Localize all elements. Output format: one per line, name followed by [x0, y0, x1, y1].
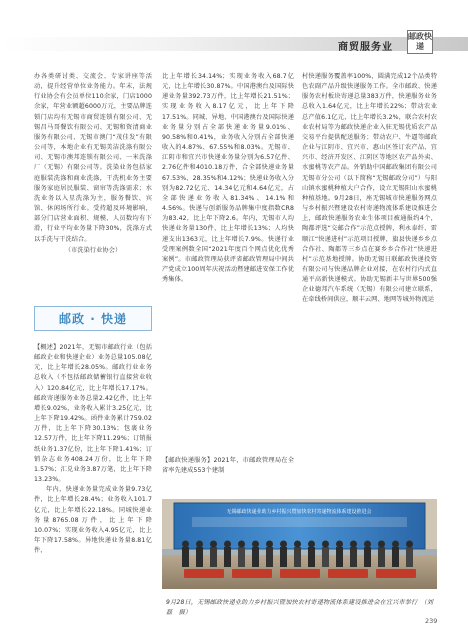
section-heading-box — [34, 306, 152, 331]
byline: （市洗染行业协会） — [64, 246, 122, 254]
body-paragraph: 办各类研讨类、交流会、专家讲座等活动，提升经营单位业务能力。年末，法规行业协会有会员单位110余家，门店1000余家，年营业额超6000万元，主要品牌连锁门店均有无锡市商贸连锁有限公司、无锡昌马哥餐饮有限公司、无锡和资清商业服务有限公司、无锡市澳门“茂佳发”有限公司等，本地企业有无锡美洁洗涤有限公司、无锡市澳邦连锁有限公司、一米洗涤厂（无锡）有限公司等。洗染业务包括家庭服装洗涤和商业洗涤，干洗机业务主要服务家庭居民服装、窗帘等洗涤需求；水洗业务以入星洗涤为主，服务餐饮、宾馆、休闲场所行业。受持超及环境影响，部分门店营业面积、规模、人员数均有下滑，行业平均业务量下降30%，洗涤方式以手洗与干洗结合。 — [34, 73, 152, 243]
body-paragraph: 村快递服务覆盖率100%，圆满完成12个品类特色农副产品升级快递服务工作。全市邮政、快递服务农村板块寄递总量383万件，快递服务业务总收入1.64亿元，比上年增长22%；带动农业总产值6.1亿元，比上年增长3.2%，联合农村农业农村局等为邮政快递企业入驻无锡优质农产品交易平台提供配送服务；带动农户、牛逼等邮政企业与江阴市、宜兴市、惠山区签订农产品、宜兴市、经济开发区、江阴区等地区农产品外卖、水蜜桃等农产品。外销助中国邮政集团有限公司无锡市分公司（以下简称“无锡邮政分司”）与阳山镇水蜜桃种植大户合作，设立无锡阳山水蜜桃种植基地。9月28日，座无锡城市快递服务网点与乡村振兴暨建设农村寄递物流体系建设推进会上，邮政快递服务农业生体项目被通报约4个，陶都评选“交邮合作”示范点授牌，利永泰纤、雷顺江“快递进村”示范项目授牌，旗县快递乡乡点合作社、陶都等三乡点在赛乡乡合作社“快递进村”示范基地授牌。协助无锡日联邮政快递投资有限公司与快递品牌企业对接，在农村行内式直通平高新快递模式。协助无锡新丰与世界500强企业德邦汽车系统（无锡）有限公司建立联系，在牵线桥间供应，顺丰云网、地网等城外物流运 — [302, 73, 437, 304]
section-heading: 邮政 · 快递 — [59, 312, 127, 326]
photo-banner-text: 无锡邮政快递业助力乡村振兴暨加快农村寄递物流体系建设推进会 — [226, 509, 372, 515]
column-3 — [302, 72, 437, 490]
column-1-top — [34, 72, 152, 277]
body-paragraph: 年内，快递业务量完成业务量9.73亿件，比上年增长28.4%；业务收入101.7亿元，比上年增长22.18%。同城快递业务量8765.08万件，比上年下降10.07%；实现业务收入4.95亿元，比上年下降17.58%。异地快递业务量8.81亿件， — [34, 486, 152, 555]
page-number: 239 — [425, 617, 438, 625]
event-photo — [162, 499, 437, 589]
body-paragraph: 比上年增长34.14%；实现业务收入68.7亿元，比上年增长30.87%。中国港澳台及国际快递业务量392.73万件，比上年增长21.51%；实现业务收入8.17亿元，比上年下降17.51%。同城、异地、中国港澳台及国际快递业务量分别占全部快递业务量9.01%、90.58%和0.41%，业务收入分别占全部快递收入的4.87%、67.55%和8.03%。无锡市、江阴市和宜兴市快递业务量分别为6.57亿件、2.76亿件和4010.18万件，合全部快递业务量67.53%、28.35%和4.12%；快递业务收入分别为82.72亿元、14.34亿元和4.64亿元，占全部快递业务收入81.34%、14.1%和4.56%。快递与创新服务品牌集中度指数CR8为83.42，比上年下降2.6。年内，无锡市人均快递业务量130件，比上年增长13%；人均快递支出1363元，比上年增长7.9%。快递行业受理案例数全国“2021年度百个网点优化优秀案例”。市邮政管理局获评省邮政管理局中间共产党成立100周年庆祝活动暨建邮进安保工作优秀集体。 — [162, 73, 294, 284]
photo-caption: 9月28日，无锡邮政快递业助力乡村振兴暨加快农村寄递物流体系建设推进会在宜兴市举行 （刘 磊 摄） — [166, 599, 440, 616]
body-paragraph: 【邮政快递服务】2021年，市邮政管理局在全省率先建成553个建制 — [162, 457, 294, 475]
column-2-top — [162, 72, 294, 458]
header-logo: 邮政快递 — [407, 30, 433, 54]
column-1-bottom — [34, 343, 152, 583]
event-photo-graphic — [162, 499, 437, 589]
body-paragraph: 【概述】2021年，无锡市邮政行业（包括邮政企业和快递企业）业务总量105.08亿元，比上年增长28.05%。邮政行业业务总收入（不包括邮政储蓄银行直接营业收入）120.84亿元，比上年增长17.17%。邮政寄递服务业务总量2.42亿件，比上年增长9.02%，业务收入累计3.25亿元，比上年下降19.42%。函件业务累计759.02万件，比上年下降30.13%；包裹业务12.57万件，比上年下降11.29%；订销报纸业务1.37亿份，比上年下降1.41%；订销杂志业务408.24万份，比上年下降1.57%；汇兑业务3.87万笔，比上年下降13.23%。 — [34, 344, 152, 484]
column-2-bottom — [162, 456, 294, 501]
section-header-title: 商贸服务业 — [338, 42, 393, 53]
header-bar — [0, 37, 468, 51]
